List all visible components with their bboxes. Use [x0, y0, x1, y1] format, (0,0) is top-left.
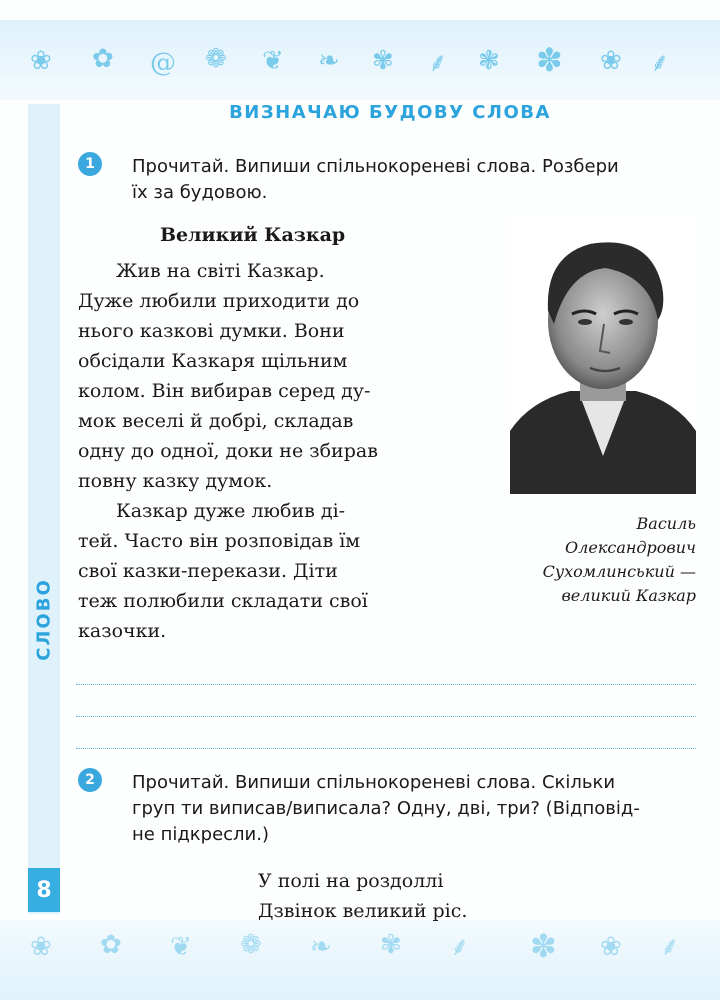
bottom-ornament-band [0, 920, 720, 1000]
caption-line: Сухомлинський — [542, 562, 696, 581]
instruction-line: їх за будовою. [132, 182, 268, 203]
answer-line[interactable] [76, 716, 696, 717]
grass-icon: ⸙ [450, 932, 470, 962]
photo-caption [480, 512, 696, 608]
flower-icon: ✿ [92, 44, 114, 74]
flower-icon: ❀ [30, 932, 52, 962]
story-line: тей. Часто він розповідав їм [78, 530, 361, 552]
grass-icon: ⸙ [660, 932, 680, 962]
snail-icon: @ [150, 48, 176, 78]
story-line: Дуже любили приходити до [78, 290, 360, 312]
instruction-line: не підкресли.) [132, 824, 269, 845]
story-line: повну казку думок. [78, 470, 273, 492]
leaf-icon: ❦ [170, 932, 192, 962]
flower-icon: ❀ [600, 46, 622, 76]
story-line: одну до одної, доки не збирав [78, 440, 378, 462]
task-number-1: 1 [78, 152, 102, 176]
flower-icon: ✾ [380, 930, 402, 960]
page-title: ВИЗНАЧАЮ БУДОВУ СЛОВА [229, 102, 551, 123]
flower-icon: ❁ [205, 44, 227, 74]
caption-line: Василь [636, 514, 696, 533]
grass-icon: ⸙ [650, 48, 670, 78]
story-line: Жив на світі Казкар. [78, 260, 325, 282]
story-line: нього казкові думки. Вони [78, 320, 345, 342]
task2-instruction [132, 770, 702, 848]
flower-icon: ✽ [530, 927, 557, 965]
instruction-line: Прочитай. Випиши спільнокореневі слова. Розбери [132, 156, 619, 177]
story-line: обсідали Казкаря щільним [78, 350, 348, 372]
flower-icon: ✽ [536, 41, 563, 79]
top-ornament-band [0, 20, 720, 100]
answer-line[interactable] [76, 748, 696, 749]
page-number: 8 [28, 868, 60, 912]
answer-line[interactable] [76, 684, 696, 685]
story-line: теж полюбили складати свої [78, 590, 368, 612]
story-line: свої казки-перекази. Діти [78, 560, 338, 582]
portrait-photo [510, 216, 696, 494]
flower-icon: ❁ [240, 930, 262, 960]
flower-icon: ❀ [600, 932, 622, 962]
flower-icon: ❃ [478, 46, 500, 76]
poem-text [258, 866, 467, 926]
task-number-2: 2 [78, 768, 102, 792]
story-title: Великий Казкар [160, 224, 346, 246]
caption-line: Олександрович [565, 538, 696, 557]
caption-line: великий Казкар [561, 586, 696, 605]
grass-icon: ⸙ [428, 48, 448, 78]
leaf-icon: ❧ [310, 932, 332, 962]
flower-icon: ✾ [372, 46, 394, 76]
story-line: мок веселі й добрі, складав [78, 410, 354, 432]
story-line: Казкар дуже любив ді- [78, 500, 346, 522]
leaf-icon: ❦ [262, 46, 284, 76]
flower-icon: ✿ [100, 930, 122, 960]
story-line: казочки. [78, 620, 167, 642]
section-sidebar [28, 104, 60, 914]
section-label-wrap [28, 574, 60, 664]
flower-icon: ❀ [30, 46, 52, 76]
poem-line: У полі на роздоллі [258, 870, 444, 892]
section-label: СЛОВО [33, 577, 55, 661]
poem-line: Дзвінок великий ріс. [258, 900, 468, 922]
story-text [78, 256, 458, 646]
instruction-line: груп ти виписав/виписала? Одну, дві, три? (Відповід- [132, 798, 640, 819]
instruction-line: Прочитай. Випиши спільнокореневі слова. Скільки [132, 772, 616, 793]
leaf-icon: ❧ [318, 46, 340, 76]
story-line: колом. Він вибирав серед ду- [78, 380, 371, 402]
task1-instruction [132, 154, 702, 206]
